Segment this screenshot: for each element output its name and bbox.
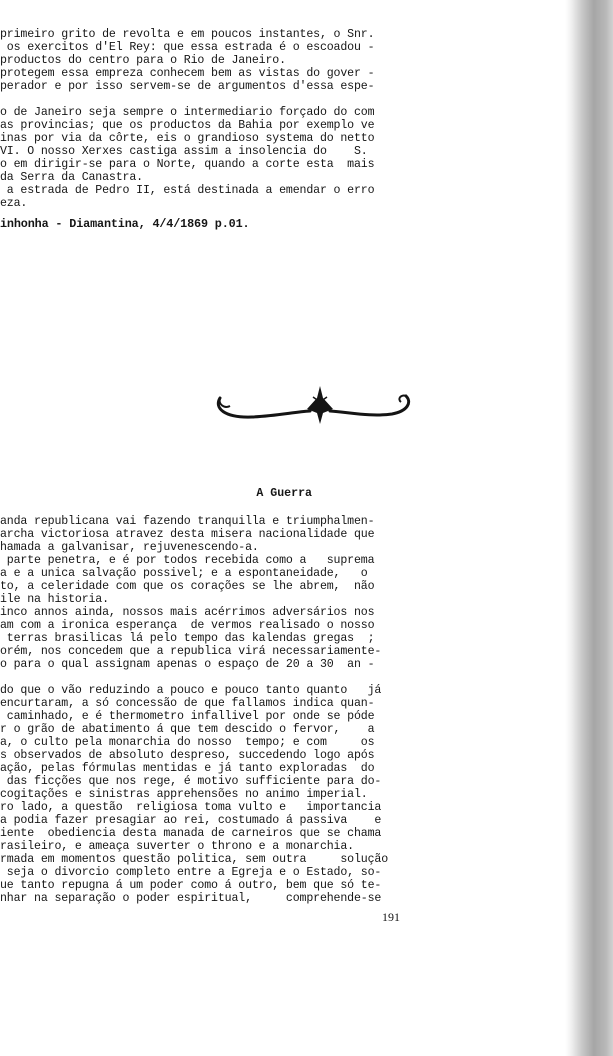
text-line: do que o vão reduzindo a pouco e pouco tanto quanto já [0,684,382,697]
decorative-swash-ornament-icon [212,382,424,428]
text-line: das ficções que nos rege, é motivo sufficiente para do- [0,775,382,788]
text-line: rmada em momentos questão politica, sem outra solução [0,853,389,866]
text-line: da Serra da Canastra. [0,171,143,184]
text-line: to, a celeridade com que os corações se lhe abrem, não [0,580,375,593]
section-title: A Guerra [256,487,312,500]
text-line: iente obediencia desta manada de carneiros que se chama [0,827,382,840]
text-line: perador e por isso servem-se de argumentos d'essa espe- [0,80,375,93]
text-line: ro lado, a questão religiosa toma vulto e importancia [0,801,382,814]
text-line: parte penetra, e é por todos recebida como a suprema [0,554,375,567]
text-line: orém, nos concedem que a republica virá necessariamente- [0,645,382,658]
text-line: o em dirigir-se para o Norte, quando a corte esta mais [0,158,375,171]
book-spine-shadow [565,0,613,1056]
text-line: a podia fazer presagiar ao rei, costumado á passiva e [0,814,382,827]
text-line: as provincias; que os productos da Bahia por exemplo ve [0,119,375,132]
text-line: o de Janeiro seja sempre o intermediario forçado do com [0,106,375,119]
text-line: a e a unica salvação possivel; e a espontaneidade, o [0,567,368,580]
text-line: caminhado, e é thermometro infallivel por onde se póde [0,710,375,723]
text-line: a, o culto pela monarchia do nosso tempo; e com os [0,736,375,749]
text-line: os exercitos d'El Rey: que essa estrada é o escoadou - [0,41,375,54]
text-line: primeiro grito de revolta e em poucos instantes, o Snr. [0,28,375,41]
text-line: s observados de absoluto despreso, succedendo logo após [0,749,375,762]
text-line: protegem essa empreza conhecem bem as vistas do gover - [0,67,375,80]
text-line: r o grão de abatimento á que tem descido o fervor, a [0,723,375,736]
text-line: am com a ironica esperança de vermos realisado o nosso [0,619,375,632]
text-line: terras brasilicas lá pelo tempo das kalendas gregas ; [0,632,375,645]
text-line: inas por via da côrte, eis o grandioso systema do netto [0,132,375,145]
text-line: hamada a galvanisar, rejuvenescendo-a. [0,541,259,554]
text-line: ue tanto repugna á um poder como á outro, bem que só te- [0,879,382,892]
text-line: eza. [0,197,28,210]
text-line: VI. O nosso Xerxes castiga assim a insolencia do S. [0,145,368,158]
text-line: rasileiro, e ameaça suverter o throno e a monarchia. [0,840,354,853]
text-line: a estrada de Pedro II, está destinada a emendar o erro [0,184,375,197]
text-line: productos do centro para o Rio de Janeiro. [0,54,286,67]
text-line: o para o qual assignam apenas o espaço de 20 a 30 an - [0,658,375,671]
text-line: encurtaram, a só concessão de que fallamos indica quan- [0,697,375,710]
text-line: ação, pelas fórmulas mentidas e já tanto exploradas do [0,762,375,775]
text-line: seja o divorcio completo entre a Egreja e o Estado, so- [0,866,382,879]
source-citation: inhonha - Diamantina, 4/4/1869 p.01. [0,218,250,231]
text-line: anda republicana vai fazendo tranquilla e triumphalmen- [0,515,375,528]
text-line: cogitações e sinistras apprehensões no animo imperial. [0,788,368,801]
page-number: 191 [382,910,400,924]
text-line: archa victoriosa atravez desta misera nacionalidade que [0,528,375,541]
text-line: inco annos ainda, nossos mais acérrimos adversários nos [0,606,375,619]
text-line: ile na historia. [0,593,109,606]
text-line: nhar na separação o poder espiritual, comprehende-se [0,892,382,905]
